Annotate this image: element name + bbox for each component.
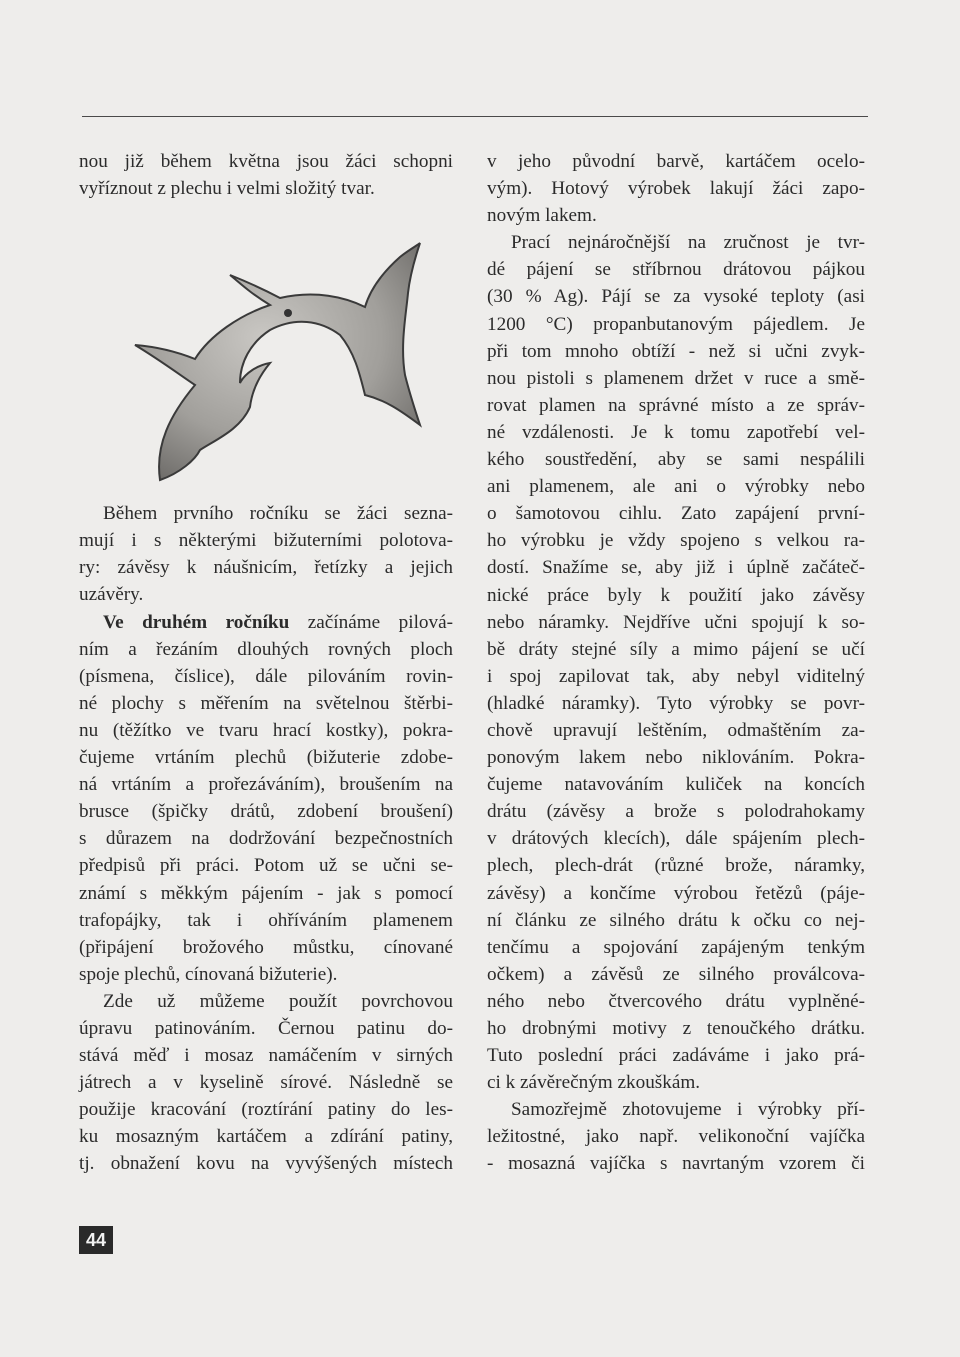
text-line: Tuto poslední práci zadáváme i jako prá- bbox=[487, 1045, 865, 1067]
text-line: spoje plechů, cínovaná bižuterie). bbox=[79, 963, 338, 985]
text-line: Během prvního ročníku se žáci sezna- bbox=[103, 503, 453, 525]
section-heading-inline: Ve druhém ročníku bbox=[103, 611, 290, 633]
text-line: ná vrtáním a prořezáváním), broušením na bbox=[79, 774, 453, 796]
text-line: dostí. Snažíme se, aby již i úplně začáteč- bbox=[487, 557, 865, 579]
right-para-2 bbox=[487, 229, 865, 1096]
text-line: očkem) a závěsů ze silného proválcova- bbox=[487, 963, 865, 985]
text-line: v jeho původní barvě, kartáčem ocelo- bbox=[487, 151, 865, 172]
text-line: ho drobnými motivy z tenoučkého drátku. bbox=[487, 1018, 865, 1039]
text-line: plech, plech-drát (různé brože, náramky, bbox=[487, 855, 865, 877]
text-line: vyříznout z plechu i velmi složitý tvar. bbox=[79, 178, 375, 200]
text-line: (připájení brožového můstku, cínované bbox=[79, 936, 453, 958]
text-line: né vzdálenosti. Je k tomu zapotřebí vel- bbox=[487, 421, 865, 443]
text-line: mují i s některými bižuterními polotova- bbox=[79, 530, 453, 552]
text-line: nou pistoli s plamenem držet v ruce a smě- bbox=[487, 367, 865, 389]
left-para-1 bbox=[79, 148, 453, 202]
text-line: ním a řezáním dlouhých rovných ploch bbox=[79, 638, 453, 660]
right-para-1 bbox=[487, 148, 865, 229]
text-line: ry: závěsy k náušnicím, řetízky a jejich bbox=[79, 557, 453, 579]
text-line: ku mosazným kartáčem a zdírání patiny, bbox=[79, 1126, 453, 1148]
text-line: při tom mnoho obtíží - než si učni zvyk- bbox=[487, 340, 865, 362]
text-line: vým). Hotový výrobek lakují žáci zapo- bbox=[487, 178, 865, 200]
text-line bbox=[79, 609, 453, 636]
text-line: uzávěry. bbox=[79, 584, 144, 606]
text-line: trafopájky, tak i ohříváním plamenem bbox=[79, 909, 453, 931]
text-line: - mosazná vajíčka s navrtaným vzorem či bbox=[487, 1153, 865, 1175]
text-line: ho výrobku je vždy spojeno s velkou ra- bbox=[487, 530, 865, 552]
page-number: 44 bbox=[79, 1226, 113, 1254]
text-line: známí s měkkým pájením - jak s pomocí bbox=[79, 882, 453, 904]
text-line: novým lakem. bbox=[487, 205, 597, 227]
text-line: o šamotovou cihlu. Zato zapájení první- bbox=[487, 503, 865, 525]
right-para-3 bbox=[487, 1096, 865, 1177]
text-line: i spoj zapilovat tak, aby nebyl viditelný bbox=[487, 665, 865, 687]
text-line: (písmena, číslice), dále pilováním rovin- bbox=[79, 665, 453, 687]
header-rule bbox=[82, 116, 868, 117]
text-line: tenčímu a spojování zapájeným tenkým bbox=[487, 936, 865, 958]
left-para-2 bbox=[79, 500, 453, 608]
left-para-3 bbox=[79, 609, 453, 988]
text-line: nu (těžítko ve tvaru hrací kostky), pokra- bbox=[79, 719, 453, 741]
text-line: Samozřejmě zhotovujeme i výrobky pří- bbox=[511, 1099, 865, 1121]
text-line: Zde už můžeme použít povrchovou bbox=[103, 990, 453, 1012]
left-column bbox=[79, 148, 453, 1178]
text-line: úpravu patinováním. Černou patinu do- bbox=[79, 1017, 453, 1039]
text-line: předpisů při práci. Potom už se učni se- bbox=[79, 855, 453, 877]
text-line: dé pájení se stříbrnou drátovou pájkou bbox=[487, 259, 865, 281]
text-line: (30 % Ag). Pájí se za vysoké teploty (asi bbox=[487, 286, 865, 308]
text-line: bě dráty stejné síly a mimo pájení se učí bbox=[487, 638, 865, 660]
text-line: použije kracování (roztírání patiny do les- bbox=[79, 1099, 453, 1121]
text-line: Prací nejnáročnější na zručnost je tvr- bbox=[511, 232, 865, 254]
text-line: rovat plamen na správné místo a ze správ- bbox=[487, 394, 865, 416]
text-line: né plochy s měřením na světelnou štěrbi- bbox=[79, 692, 453, 714]
text-line: játrech a v kyselině sírové. Následně se bbox=[79, 1072, 453, 1094]
text-line: čujeme natavováním kuliček na koncích bbox=[487, 774, 865, 796]
text-line: ci k závěrečným zkouškám. bbox=[487, 1072, 701, 1094]
text-line: brusce (špičky drátů, zdobení broušení) bbox=[79, 801, 453, 823]
text-line: ného nebo čtvercového drátu vyplněné- bbox=[487, 990, 865, 1012]
text-line: v drátových klecích), dále spájením plech- bbox=[487, 828, 865, 850]
text-line: ani plamenem, ale ani o výrobky nebo bbox=[487, 476, 865, 498]
text-line: nebo náramky. Nejdříve učni spojují k so- bbox=[487, 611, 865, 633]
text-line: čujeme vrtáním plechů (bižuterie zdobe- bbox=[79, 747, 453, 769]
text-line: tj. obnažení kovu na vyvýšených místech bbox=[79, 1153, 453, 1175]
text-line: ležitostné, jako např. velikonoční vajíčka bbox=[487, 1126, 865, 1148]
left-para-4 bbox=[79, 988, 453, 1178]
text-line: chově upravují leštěním, odmaštěním za- bbox=[487, 719, 865, 741]
text-line: závěsy) a končíme výrobou řetězů (páje- bbox=[487, 882, 865, 904]
text-line: kého soustředění, aby se sami nespálili bbox=[487, 449, 865, 471]
text-line: stává měď i mosaz namáčením v sirných bbox=[79, 1045, 453, 1067]
text-line: nické práce byly k použití jako závěsy bbox=[487, 584, 865, 606]
text-line: s důrazem na dodržování bezpečnostních bbox=[79, 828, 453, 850]
right-column bbox=[487, 148, 865, 1178]
text-line: (hladké náramky). Tyto výrobky se povr- bbox=[487, 692, 865, 714]
text-line: ní článku ze silného drátu k očku co nej- bbox=[487, 909, 865, 931]
text-fragment: začínáme pilová- bbox=[289, 611, 454, 633]
text-line: ponovým lakem nebo niklováním. Pokra- bbox=[487, 747, 865, 769]
text-line: nou již během května jsou žáci schopni bbox=[79, 151, 453, 172]
text-line: drátu (závěsy a brože s polodrahokamy bbox=[487, 801, 865, 823]
text-line: 1200 °C) propanbutanovým pájedlem. Je bbox=[487, 313, 865, 335]
